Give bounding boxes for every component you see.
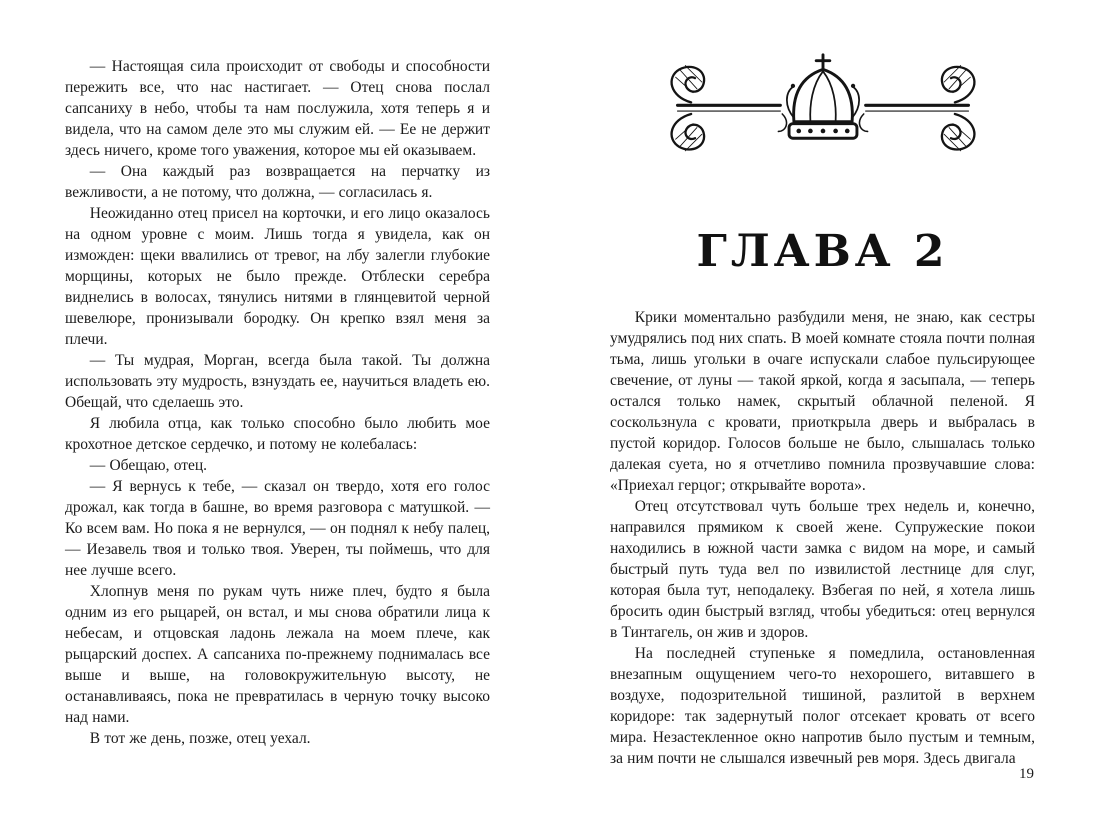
paragraph: В тот же день, позже, отец уехал.: [89, 730, 311, 747]
right-page-text: [610, 307, 1035, 769]
paragraph: — Я вернусь к тебе, — сказал он твердо, хотя его голос дрожал, как тогда в башне, во время разговора с матушкой. — Ко всем вам. Но пока я не вернулся, — он поднял к небу палец, — Иезавель твоя и только твоя. Уверен, ты поймешь, что для нее лучше всего.: [65, 478, 490, 579]
paragraph: — Настоящая сила происходит от свободы и способности пережить все, что нас настигает. — Отец снова послал сапсаниху в небо, чтобы та нам послужила, хотя теперь я и видела, что на самом деле это мы служим ей. — Ее не держит здесь ничего, кроме того уважения, которое мы ей оказываем.: [65, 58, 490, 159]
crown-ornament-icon: [658, 50, 988, 178]
paragraph: Неожиданно отец присел на корточки, и его лицо оказалось на одном уровне с моим. Лишь тогда я увидела, как он изможден: щеки ввалились от тревог, на лбу залегли глубокие морщины, которых не было прежде. Отблески серебра виднелись в волосах, тянулись нитями в глянцевитой черной шевелюре, пронизывали бородку. Он крепко взял меня за плечи.: [65, 205, 490, 348]
paragraph: — Ты мудрая, Морган, всегда была такой. Ты должна использовать эту мудрость, взнуздать ее, научиться владеть ею. Обещай, что сделаешь это.: [65, 352, 490, 411]
paragraph: — Она каждый раз возвращается на перчатку из вежливости, а не потому, что должна, — согласилась я.: [65, 163, 490, 201]
paragraph: Хлопнув меня по рукам чуть ниже плеч, будто я была одним из его рыцарей, он встал, и мы снова обратили лица к небесам, и отцовская ладонь лежала на моем плече, как рыцарский доспех. А сапсаниха по-прежнему поднималась все выше и выше, на головокружительную высоту, не останавливаясь, пока не превратилась в черную точку высоко над нами.: [65, 583, 490, 726]
paragraph: Отец отсутствовал чуть больше трех недель и, конечно, направился прямиком к своей жене. Супружеские покои находились в южной части замка с видом на море, и самый быстрый путь туда вел по извилистой лестнице для слуг, которая была тут, неподалеку. Взбегая по ней, я хотела лишь бросить один быстрый взгляд, чтобы убедиться: отец вернулся в Тинтагель, он жив и здоров.: [610, 498, 1035, 641]
paragraph: — Обещаю, отец.: [89, 457, 208, 474]
right-page: [550, 0, 1100, 825]
paragraph: Я любила отца, как только способно было любить мое крохотное детское сердечко, и потому не колебалась:: [65, 415, 490, 453]
page-number: 19: [1019, 766, 1034, 782]
paragraph: Крики моментально разбудили меня, не знаю, как сестры умудрялись под них спать. В моей комнате стояла почти полная тьма, лишь угольки в очаге испускали слабое пульсирующее свечение, от луны — такой яркой, когда я засыпала, — теперь остался только намек, скрытый облачной пеленой. Я соскользнула с кровати, приоткрыла дверь и выбралась в пустой коридор. Голосов больше не было, слышалась только далекая суета, но я отчетливо помнила прозвучавшие слова: «Приехал герцог; открывайте ворота».: [610, 309, 1035, 494]
left-page-text: [65, 56, 490, 749]
chapter-title: ГЛАВА 2: [696, 226, 949, 277]
paragraph: На последней ступеньке я помедлила, остановленная внезапным ощущением чего-то нехорошего, витавшего в воздухе, подозрительной тишиной, разлитой в верхнем коридоре: так задернутый полог отсекает кровать от всего мира. Незастекленное окно напротив было пустым и темным, за ним почти не слышался извечный рев моря. Здесь двигала: [610, 645, 1035, 767]
